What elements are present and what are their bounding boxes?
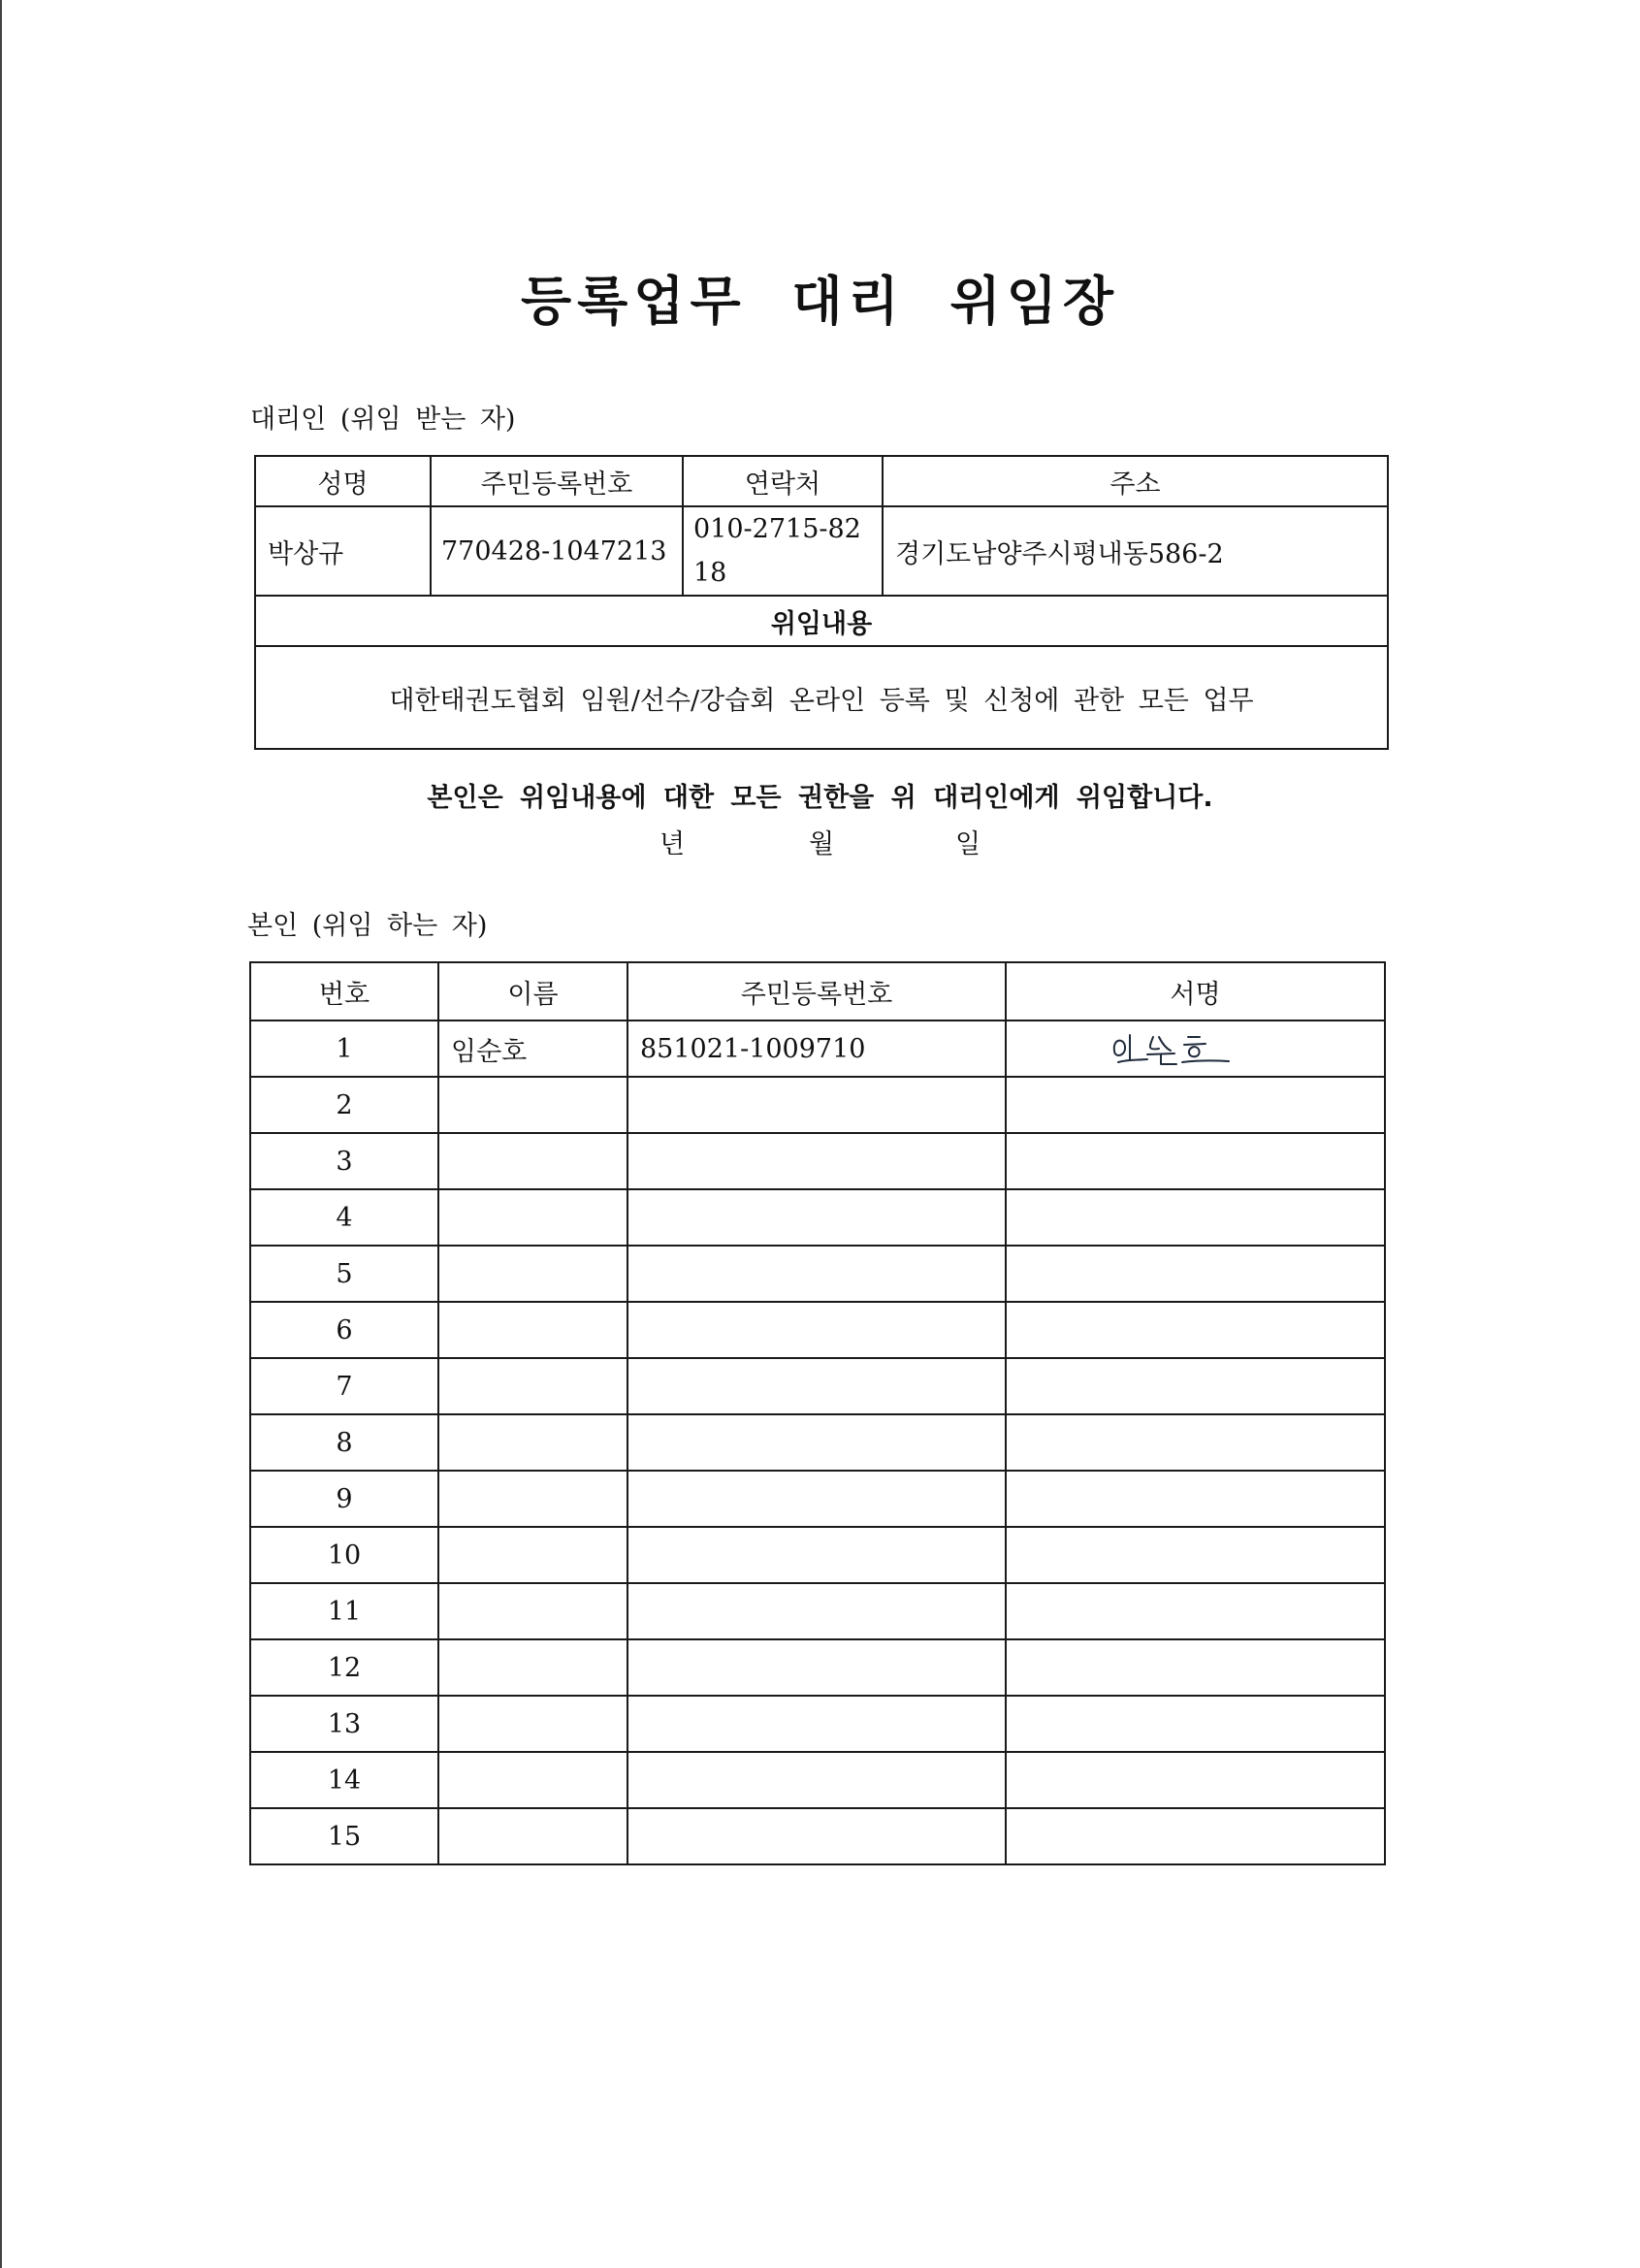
row-signature [1006,1358,1385,1414]
row-name [438,1471,627,1527]
row-signature [1006,1189,1385,1246]
row-name: 임순호 [438,1021,627,1077]
row-name [438,1639,627,1696]
principal-header-row [250,962,1385,1021]
mandate-content-row [255,646,1388,749]
row-signature [1006,1414,1385,1471]
agent-contact: 010-2715-8218 [683,506,883,596]
table-row [250,1639,1385,1696]
row-number: 2 [250,1077,438,1133]
row-name [438,1246,627,1302]
row-resident-number [627,1358,1006,1414]
row-resident-number [627,1696,1006,1752]
row-signature [1006,1752,1385,1808]
row-signature [1006,1583,1385,1639]
row-resident-number [627,1133,1006,1189]
row-number: 6 [250,1302,438,1358]
principal-header-signature: 서명 [1006,962,1385,1021]
row-resident-number [627,1583,1006,1639]
principal-header-number: 번호 [250,962,438,1021]
row-resident-number: 851021-1009710 [627,1021,1006,1077]
row-number: 12 [250,1639,438,1696]
table-row [250,1808,1385,1864]
table-row [250,1077,1385,1133]
row-signature [1006,1133,1385,1189]
date-day-label: 일 [955,829,981,859]
row-resident-number [627,1189,1006,1246]
row-resident-number [627,1527,1006,1583]
date-month-label: 월 [809,829,835,859]
row-number: 3 [250,1133,438,1189]
row-signature [1006,1696,1385,1752]
table-row [250,1133,1385,1189]
row-number: 8 [250,1414,438,1471]
row-name [438,1414,627,1471]
row-signature [1006,1471,1385,1527]
row-name [438,1302,627,1358]
principal-table-body [250,1021,1385,1864]
agent-header-resident-number: 주민등록번호 [431,456,683,506]
table-row [250,1471,1385,1527]
row-resident-number [627,1471,1006,1527]
row-number: 11 [250,1583,438,1639]
mandate-content: 대한태권도협회 임원/선수/강습회 온라인 등록 및 신청에 관한 모든 업무 [255,646,1388,749]
table-row [250,1752,1385,1808]
principal-header-name: 이름 [438,962,627,1021]
row-number: 5 [250,1246,438,1302]
declaration-text: 본인은 위임내용에 대한 모든 권한을 위 대리인에게 위임합니다. [427,783,1213,813]
agent-address: 경기도남양주시평내동586-2 [883,506,1388,596]
agent-section-label: 대리인 (위임 받는 자) [250,405,516,435]
row-name [438,1358,627,1414]
row-name [438,1527,627,1583]
row-resident-number [627,1302,1006,1358]
agent-header-name: 성명 [255,456,431,506]
row-name [438,1133,627,1189]
row-signature [1006,1021,1385,1077]
row-resident-number [627,1752,1006,1808]
table-row [250,1358,1385,1414]
table-row [250,1246,1385,1302]
table-row [250,1021,1385,1077]
row-signature [1006,1527,1385,1583]
row-number: 15 [250,1808,438,1864]
row-number: 9 [250,1471,438,1527]
handwritten-signature [1109,1027,1235,1068]
table-row [250,1189,1385,1246]
row-number: 7 [250,1358,438,1414]
row-signature [1006,1077,1385,1133]
row-resident-number [627,1639,1006,1696]
row-name [438,1752,627,1808]
row-number: 13 [250,1696,438,1752]
row-signature [1006,1808,1385,1864]
table-row [250,1414,1385,1471]
row-resident-number [627,1077,1006,1133]
row-name [438,1696,627,1752]
row-signature [1006,1639,1385,1696]
principal-section-label: 본인 (위임 하는 자) [247,911,488,941]
table-row [250,1527,1385,1583]
agent-header-row [255,456,1388,506]
table-row [250,1696,1385,1752]
principal-table [249,961,1386,1865]
row-signature [1006,1302,1385,1358]
row-signature [1006,1246,1385,1302]
mandate-header: 위임내용 [255,596,1388,646]
row-resident-number [627,1246,1006,1302]
mandate-header-row [255,596,1388,646]
agent-header-address: 주소 [883,456,1388,506]
row-number: 10 [250,1527,438,1583]
date-year-label: 년 [659,829,686,859]
row-resident-number [627,1414,1006,1471]
row-resident-number [627,1808,1006,1864]
row-name [438,1189,627,1246]
row-name [438,1583,627,1639]
row-number: 14 [250,1752,438,1808]
row-number: 1 [250,1021,438,1077]
agent-data-row [255,506,1388,596]
page-edge [0,0,2,2268]
row-name [438,1808,627,1864]
table-row [250,1302,1385,1358]
principal-header-resident-number: 주민등록번호 [627,962,1006,1021]
document-title: 등록업무 대리 위임장 [520,271,1120,332]
row-number: 4 [250,1189,438,1246]
table-row [250,1583,1385,1639]
row-name [438,1077,627,1133]
agent-name: 박상규 [255,506,431,596]
agent-table [254,455,1389,750]
agent-resident-number: 770428-1047213 [431,506,683,596]
agent-header-contact: 연락처 [683,456,883,506]
